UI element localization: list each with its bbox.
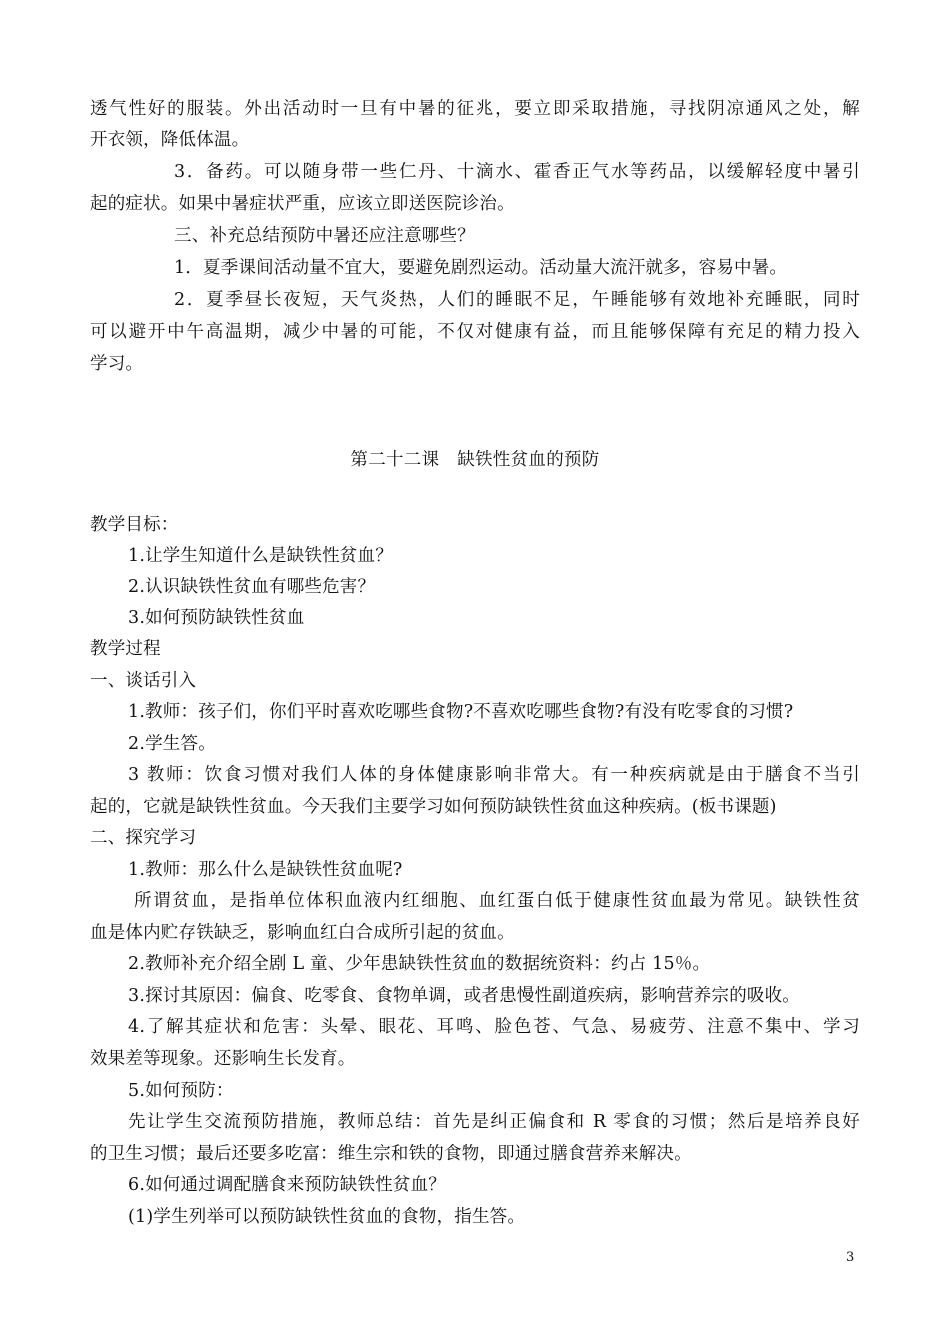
paragraph-line: 3．备药。可以随身带一些仁丹、十滴水、霍香正气水等药品，以缓解轻度中暑引 [174,162,860,182]
goal-item: 3.如何预防缺铁性贫血 [128,608,305,628]
paragraph-line: 4.了解其症状和危害：头晕、眼花、耳鸣、脸色苍、气急、易疲劳、注意不集中、学习 [128,1017,860,1037]
paragraph-line: 2.教师补充介绍全剧 L 童、少年患缺铁性贫血的数据统资料：约占 15％。 [128,954,711,974]
paragraph-line: 1．夏季课间活动量不宜大，要避免剧烈运动。活动量大流汗就多，容易中暑。 [174,258,788,278]
section-heading: 二、探究学习 [90,828,197,848]
paragraph-line: 3 教师：饮食习惯对我们人体的身体健康影响非常大。有一种疾病就是由于膳食不当引 [128,765,860,785]
paragraph-line: 开衣领，降低体温。 [90,130,250,150]
paragraph-line: 5.如何预防： [128,1081,234,1101]
page-number: 3 [846,1250,855,1265]
paragraph-line: 6.如何通过调配膳食来预防缺铁性贫血？ [128,1175,446,1195]
section-heading: 一、谈话引入 [90,671,197,691]
paragraph-line: 的卫生习惯；最后还要多吃富：维生宗和铁的食物，即通过膳食营养来解决。 [90,1144,692,1164]
paragraph-line: 起的，它就是缺铁性贫血。今天我们主要学习如何预防缺铁性贫血这种疾病。(板书课题) [90,797,777,817]
lesson-title: 第二十二课 缺铁性贫血的预防 [350,450,600,470]
section-heading: 三、补充总结预防中暑还应注意哪些？ [174,226,475,246]
paragraph-line: 1.教师：孩子们，你们平时喜欢吃哪些食物?不喜欢吃哪些食物?有没有吃零食的习惯? [128,702,794,722]
goal-item: 1.让学生知道什么是缺铁性贫血？ [128,546,393,566]
heading-teaching-process: 教学过程 [90,639,161,659]
paragraph-line: 1.教师：那么什么是缺铁性贫血呢? [128,860,403,880]
paragraph-line: 学习。 [90,354,144,374]
heading-teaching-goals: 教学目标： [90,515,179,535]
goal-item: 2.认识缺铁性贫血有哪些危害？ [128,577,376,597]
paragraph-line: 起的症状。如果中暑症状严重，应该立即送医院诊治。 [90,194,515,214]
paragraph-line: 所谓贫血，是指单位体积血液内红细胞、血红蛋白低于健康性贫血最为常见。缺铁性贫 [134,891,860,911]
paragraph-line: 2．夏季昼长夜短，天气炎热，人们的睡眠不足，午睡能够有效地补充睡眠，同时 [174,290,860,310]
paragraph-line: 透气性好的服装。外出活动时一旦有中暑的征兆，要立即采取措施，寻找阴凉通风之处，解 [90,99,860,119]
paragraph-line: 效果差等现象。还影响生长发育。 [90,1049,356,1069]
paragraph-line: 血是体内贮存铁缺乏，影响血红白合成所引起的贫血。 [90,923,515,943]
paragraph-line: 3.探讨其原因：偏食、吃零食、食物单调，或者患慢性副道疾病，影响营养宗的吸收。 [128,986,800,1006]
paragraph-line: 可以避开中午高温期，减少中暑的可能，不仅对健康有益，而且能够保障有充足的精力投入 [90,322,860,342]
paragraph-line: 先让学生交流预防措施，教师总结：首先是纠正偏食和 R 零食的习惯；然后是培养良好 [128,1112,860,1132]
paragraph-line: (1)学生列举可以预防缺铁性贫血的食物，指生答。 [128,1207,526,1227]
paragraph-line: 2.学生答。 [128,734,216,754]
